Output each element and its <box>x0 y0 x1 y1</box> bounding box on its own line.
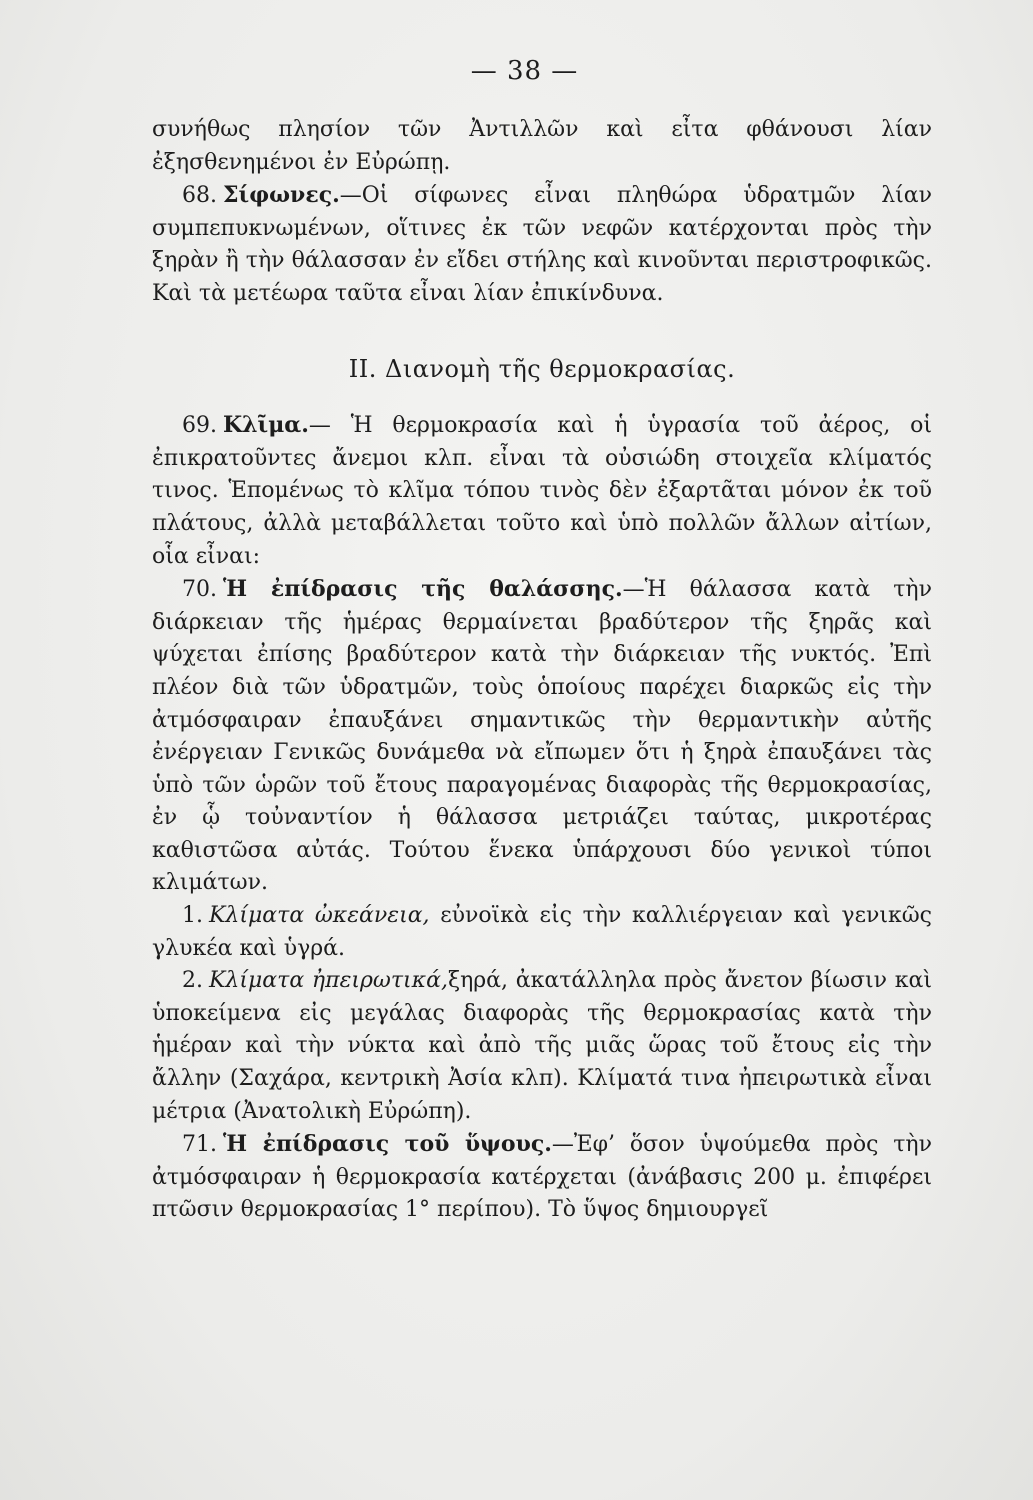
list-item-title: Κλίματα ὠκεάνεια, <box>209 903 430 929</box>
paragraph-71 <box>152 1128 932 1227</box>
paragraph-heading: Ἡ ἐπίδρασις τῆς θαλάσσης. <box>223 576 623 603</box>
paragraph-70 <box>152 573 932 900</box>
paragraph-continuation: συνήθως πλησίον τῶν Ἀντιλλῶν καὶ εἶτα φθάνουσι λίαν ἐξησθενημένοι ἐν Εὐρώπῃ. <box>152 117 932 175</box>
list-number: 1. <box>182 903 203 929</box>
paragraph-number: 68. <box>182 183 217 209</box>
page-number: — 38 — <box>470 56 579 86</box>
list-item-title: Κλίματα ἠπειρωτικά, <box>209 968 448 994</box>
section-heading: ΙΙ. Διανομὴ τῆς θερμοκρασίας. <box>348 354 736 383</box>
paragraph-body: — Ἡ θερμοκρασία καὶ ἡ ὑγρασία τοῦ ἀέρος, οἱ ἐπικρατοῦντες ἄνεμοι κλπ. εἶναι τὰ οὐσιώδη στοιχεῖα κλίματός τινος. Ἑπομένως τὸ κλῖμα τόπου τινὸς δὲν ἐξαρτᾶται μόνον ἐκ τοῦ πλάτους, ἀλλὰ μεταβάλλεται τοῦτο καὶ ὑπὸ πολλῶν ἄλλων αἰτίων, οἷα εἶναι: <box>152 413 932 569</box>
paragraph-body: —Ἡ θάλασσα κατὰ τὴν διάρκειαν τῆς ἡμέρας θερμαίνεται βραδύτερον τῆς ξηρᾶς καὶ ψύχεται ἐπίσης βραδύτερον κατὰ τὴν διάρκειαν τῆς νυκτός. Ἐπὶ πλέον διὰ τῶν ὑδρατμῶν, τοὺς ὁποίους παρέχει διαρκῶς εἰς τὴν ἀτμόσφαιραν ἐπαυξάνει σημαντικῶς τὴν θερμαντικὴν αὐτῆς ἐνέργειαν Γενικῶς δυνάμεθα νὰ εἴπωμεν ὅτι ἡ ξηρὰ ἐπαυξάνει τὰς ὑπὸ τῶν ὡρῶν τοῦ ἔτους παραγομένας διαφορὰς τῆς θερμοκρασίας, ἐν ᾧ τοὐναντίον ἡ θάλασσα μετριάζει ταύτας, μικροτέρας καθιστῶσα αὐτάς. Τούτου ἕνεκα ὑπάρχουσι δύο γενικοὶ τύποι κλιμάτων. <box>152 577 932 896</box>
list-number: 2. <box>182 968 203 994</box>
list-item-2 <box>152 965 932 1128</box>
list-item-1 <box>152 900 932 965</box>
paragraph-heading: Σίφωνες. <box>223 182 340 209</box>
paragraph-number: 70. <box>182 577 217 603</box>
list-item-body: εὐνοϊκὰ εἰς τὴν καλλιέργειαν καὶ γενικῶς γλυκέα καὶ ὑγρά. <box>152 903 932 961</box>
body-text <box>152 114 932 1227</box>
paragraph-heading: Κλῖμα. <box>223 412 309 439</box>
paragraph-68 <box>152 179 932 310</box>
paragraph-number: 71. <box>182 1132 217 1158</box>
paragraph-body: —Ἐφ’ ὅσον ὑψούμεθα πρὸς τὴν ἀτμόσφαιραν ἡ θερμοκρασία κατέρχεται (ἀνάβασις 200 μ. ἐπιφέρει πτῶσιν θερμοκρασίας 1° περίπου). Τὸ ὕψος δημιουργεῖ <box>152 1132 932 1223</box>
paragraph-heading: Ἡ ἐπίδρασις τοῦ ὕψους. <box>223 1131 552 1158</box>
paragraph-69 <box>152 409 932 573</box>
paragraph-body: —Οἱ σίφωνες εἶναι πληθώρα ὑδρατμῶν λίαν συμπεπυκνωμένων, οἵτινες ἐκ τῶν νεφῶν κατέρχονται πρὸς τὴν ξηρὰν ἢ τὴν θάλασσαν ἐν εἴδει στήλης καὶ κινοῦνται περιστροφικῶς. Καὶ τὰ μετέωρα ταῦτα εἶναι λίαν ἐπικίνδυνα. <box>152 183 932 306</box>
list-item-body: ξηρά, ἀκατάλληλα πρὸς ἄνετον βίωσιν καὶ ὑποκείμενα εἰς μεγάλας διαφορὰς τῆς θερμοκρασίας κατὰ τὴν ἡμέραν καὶ τὴν νύκτα καὶ ἀπὸ τῆς μιᾶς ὥρας τοῦ ἔτους εἰς τὴν ἄλλην (Σαχάρα, κεντρικὴ Ἀσία κλπ). Κλίματά τινα ἠπειρωτικὰ εἶναι μέτρια (Ἀνατολικὴ Εὐρώπη). <box>152 968 932 1124</box>
paragraph-number: 69. <box>182 413 217 439</box>
